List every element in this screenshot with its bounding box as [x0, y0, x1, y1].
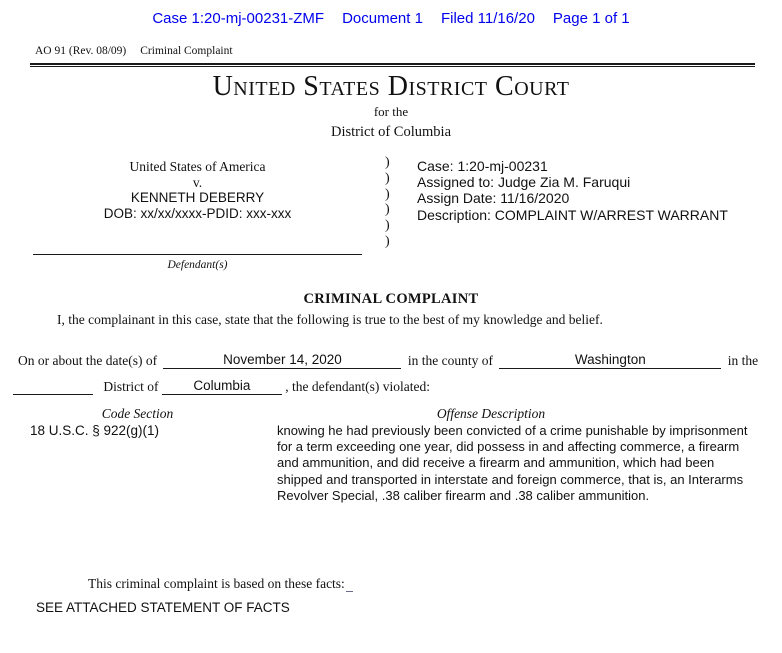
defendant-label: Defendant(s)	[167, 259, 228, 271]
assigned-judge-line: Assigned to: Judge Zia M. Faruqui	[417, 174, 631, 191]
pacer-document-number: Document 1	[342, 10, 423, 27]
court-district: District of Columbia	[330, 124, 451, 140]
offense-description-header: Offense Description	[436, 406, 546, 421]
facts-blank-underline	[346, 591, 353, 592]
case-assignment-info	[417, 158, 728, 223]
header-double-rule	[30, 63, 755, 67]
plaintiff-name: United States of America	[129, 159, 266, 174]
date-line-prefix: On or about the date(s) of	[18, 353, 158, 368]
district-blank-field	[13, 394, 93, 395]
offense-date-line	[18, 351, 758, 369]
bracket-paren: )	[385, 155, 390, 170]
versus-label: v.	[192, 174, 203, 190]
case-number-line: Case: 1:20-mj-00231	[417, 158, 548, 174]
bracket-paren: )	[385, 186, 390, 202]
case-description-line: Description: COMPLAINT W/ARREST WARRANT	[417, 206, 728, 223]
offense-description-value: knowing he had previously been convicted of a crime punishable by imprisonment for a term exceeding one year, did possess in and affecting commerce, a firearm and ammunition, and did receive a firearm and ammunition, which had been shipped and transported in interstate and foreign commerce, that is, an Interarms Revolver Special, .38 caliber firearm and .38 caliber ammunition.	[277, 423, 748, 503]
defendant-dob: DOB: xx/xx/xxxx-PDID: xxx-xxx	[103, 205, 292, 221]
bracket-paren: )	[385, 218, 390, 234]
bracket-paren: )	[385, 202, 390, 218]
pacer-case-number: Case 1:20-mj-00231-ZMF	[152, 10, 325, 27]
bracket-paren: )	[385, 170, 390, 186]
bracket-paren: )	[385, 233, 390, 249]
pacer-page-number: Page 1 of 1	[552, 10, 630, 27]
district-line	[13, 377, 430, 395]
oath-paragraph: I, the complainant in this case, state that the following is true to the best of my knowledge and belief.	[57, 312, 603, 327]
form-number: AO 91 (Rev. 08/09)	[35, 45, 127, 57]
party-block	[33, 159, 362, 221]
district-line-suffix: , the defendant(s) violated:	[285, 379, 430, 394]
county-field: Washington	[499, 351, 721, 369]
form-title: Criminal Complaint	[140, 45, 233, 57]
caption-bracket	[385, 155, 390, 250]
complaint-heading: CRIMINAL COMPLAINT	[303, 291, 479, 307]
code-section-header: Code Section	[101, 406, 174, 421]
court-for-the: for the	[373, 104, 409, 119]
facts-intro	[88, 576, 353, 592]
date-line-middle: in the county of	[407, 353, 493, 368]
court-title: United States District Court	[212, 71, 570, 102]
defendant-signature-rule	[33, 254, 362, 255]
date-line-suffix: in the	[727, 353, 759, 368]
pacer-filed-date: Filed 11/16/20	[440, 10, 535, 27]
district-line-prefix: District of	[103, 379, 159, 394]
assign-date-line: Assign Date: 11/16/2020	[417, 190, 570, 207]
form-id-line	[35, 45, 233, 57]
defendant-name: KENNETH DEBERRY	[130, 190, 265, 205]
offense-date-field: November 14, 2020	[163, 351, 401, 369]
facts-intro-text: This criminal complaint is based on these facts:	[88, 576, 345, 591]
facts-statement: SEE ATTACHED STATEMENT OF FACTS	[36, 600, 290, 615]
pacer-filing-stamp	[0, 10, 782, 27]
district-field: Columbia	[162, 377, 282, 395]
code-section-value: 18 U.S.C. § 922(g)(1)	[30, 423, 160, 438]
